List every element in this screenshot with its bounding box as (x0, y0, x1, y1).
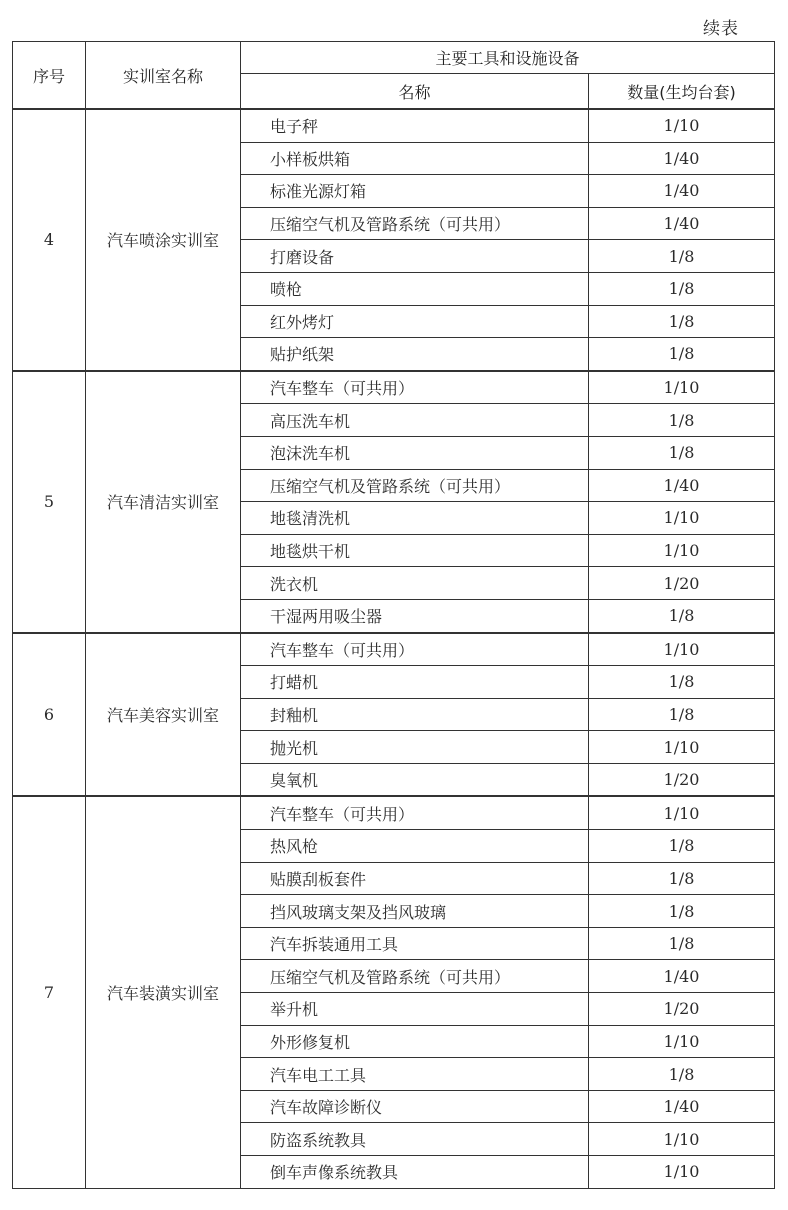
equipment-name-cell: 汽车整车（可共用） (241, 633, 589, 666)
equipment-name-cell: 臭氧机 (241, 763, 589, 796)
equipment-name-cell: 封釉机 (241, 698, 589, 731)
seq-cell: 7 (13, 796, 86, 1188)
quantity-cell: 1/10 (589, 796, 775, 829)
room-name-cell: 汽车清洁实训室 (86, 371, 241, 633)
equipment-name-cell: 打蜡机 (241, 666, 589, 699)
table-body (13, 109, 775, 1188)
equipment-name-cell: 红外烤灯 (241, 305, 589, 338)
continued-label: 续表 (703, 19, 739, 39)
quantity-cell: 1/8 (589, 404, 775, 437)
equipment-name-cell: 倒车声像系统教具 (241, 1156, 589, 1189)
quantity-cell: 1/10 (589, 534, 775, 567)
seq-cell: 5 (13, 371, 86, 633)
header-seq: 序号 (13, 42, 86, 110)
equipment-name-cell: 地毯清洗机 (241, 502, 589, 535)
quantity-cell: 1/20 (589, 993, 775, 1026)
quantity-cell: 1/40 (589, 469, 775, 502)
quantity-cell: 1/40 (589, 1090, 775, 1123)
equipment-name-cell: 贴膜刮板套件 (241, 862, 589, 895)
room-name-cell: 汽车装潢实训室 (86, 796, 241, 1188)
quantity-cell: 1/10 (589, 633, 775, 666)
equipment-name-cell: 抛光机 (241, 731, 589, 764)
equipment-name-cell: 汽车电工工具 (241, 1058, 589, 1091)
quantity-cell: 1/10 (589, 1025, 775, 1058)
table-row (13, 109, 775, 142)
quantity-cell: 1/8 (589, 240, 775, 273)
equipment-name-cell: 举升机 (241, 993, 589, 1026)
quantity-cell: 1/20 (589, 567, 775, 600)
quantity-cell: 1/10 (589, 502, 775, 535)
table-row (13, 633, 775, 666)
quantity-cell: 1/8 (589, 927, 775, 960)
quantity-cell: 1/8 (589, 830, 775, 863)
quantity-cell: 1/40 (589, 960, 775, 993)
quantity-cell: 1/8 (589, 599, 775, 632)
equipment-name-cell: 喷枪 (241, 272, 589, 305)
equipment-name-cell: 打磨设备 (241, 240, 589, 273)
quantity-cell: 1/40 (589, 175, 775, 208)
quantity-cell: 1/8 (589, 698, 775, 731)
header-equipment-group: 主要工具和设施设备 (241, 42, 775, 74)
equipment-name-cell: 汽车拆装通用工具 (241, 927, 589, 960)
room-name-cell: 汽车喷涂实训室 (86, 109, 241, 371)
equipment-name-cell: 洗衣机 (241, 567, 589, 600)
quantity-cell: 1/10 (589, 1156, 775, 1189)
equipment-name-cell: 电子秤 (241, 109, 589, 142)
seq-cell: 4 (13, 109, 86, 371)
equipment-name-cell: 热风枪 (241, 830, 589, 863)
table-header (13, 42, 775, 110)
equipment-name-cell: 小样板烘箱 (241, 142, 589, 175)
quantity-cell: 1/8 (589, 338, 775, 371)
quantity-cell: 1/8 (589, 666, 775, 699)
equipment-name-cell: 外形修复机 (241, 1025, 589, 1058)
quantity-cell: 1/10 (589, 109, 775, 142)
equipment-name-cell: 标准光源灯箱 (241, 175, 589, 208)
quantity-cell: 1/20 (589, 763, 775, 796)
seq-cell: 6 (13, 633, 86, 797)
equipment-table (12, 41, 775, 1189)
equipment-name-cell: 地毯烘干机 (241, 534, 589, 567)
header-name: 名称 (241, 74, 589, 110)
header-quantity: 数量(生均台套) (589, 74, 775, 110)
quantity-cell: 1/8 (589, 305, 775, 338)
equipment-name-cell: 泡沫洗车机 (241, 436, 589, 469)
table-row (13, 371, 775, 404)
header-room: 实训室名称 (86, 42, 241, 110)
quantity-cell: 1/10 (589, 371, 775, 404)
quantity-cell: 1/40 (589, 207, 775, 240)
quantity-cell: 1/8 (589, 895, 775, 928)
table-row (13, 796, 775, 829)
equipment-name-cell: 汽车整车（可共用） (241, 371, 589, 404)
equipment-name-cell: 压缩空气机及管路系统（可共用） (241, 207, 589, 240)
quantity-cell: 1/8 (589, 436, 775, 469)
equipment-name-cell: 高压洗车机 (241, 404, 589, 437)
quantity-cell: 1/8 (589, 862, 775, 895)
quantity-cell: 1/8 (589, 272, 775, 305)
equipment-name-cell: 干湿两用吸尘器 (241, 599, 589, 632)
quantity-cell: 1/40 (589, 142, 775, 175)
quantity-cell: 1/8 (589, 1058, 775, 1091)
equipment-name-cell: 汽车故障诊断仪 (241, 1090, 589, 1123)
equipment-name-cell: 压缩空气机及管路系统（可共用） (241, 960, 589, 993)
equipment-name-cell: 压缩空气机及管路系统（可共用） (241, 469, 589, 502)
equipment-name-cell: 防盗系统教具 (241, 1123, 589, 1156)
room-name-cell: 汽车美容实训室 (86, 633, 241, 797)
quantity-cell: 1/10 (589, 1123, 775, 1156)
equipment-name-cell: 贴护纸架 (241, 338, 589, 371)
quantity-cell: 1/10 (589, 731, 775, 764)
equipment-name-cell: 挡风玻璃支架及挡风玻璃 (241, 895, 589, 928)
equipment-name-cell: 汽车整车（可共用） (241, 796, 589, 829)
